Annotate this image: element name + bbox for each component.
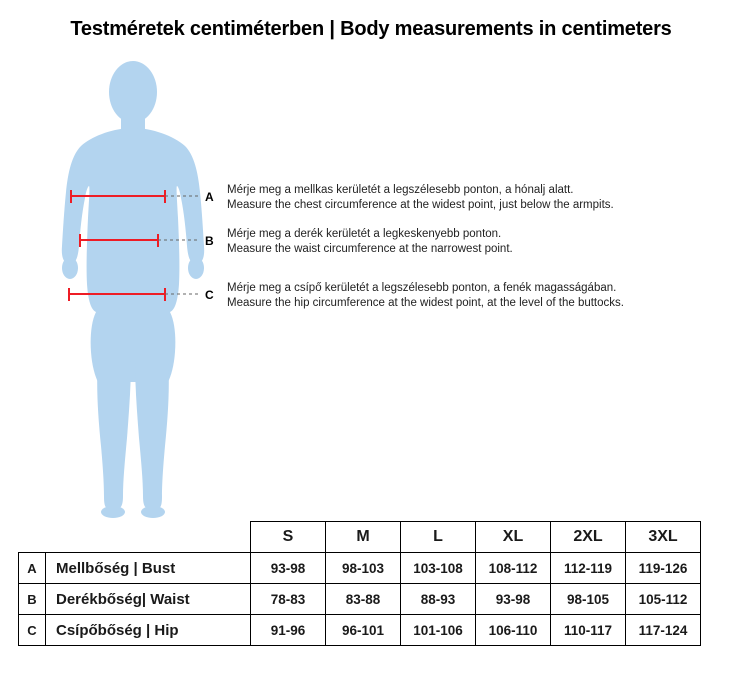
row-letter-a: A [19, 553, 46, 584]
cell-bust-l: 103-108 [401, 553, 476, 584]
diagram-letter-a: A [205, 190, 214, 204]
diagram-letter-b: B [205, 234, 214, 248]
cell-waist-l: 88-93 [401, 584, 476, 615]
callout-waist-hu: Mérje meg a derék kerületét a legkeskenyebb ponton. [227, 228, 502, 240]
cell-bust-xl: 108-112 [476, 553, 551, 584]
cell-hip-l: 101-106 [401, 615, 476, 646]
cell-hip-3xl: 117-124 [626, 615, 701, 646]
row-name-hip: Csípőbőség | Hip [46, 615, 251, 646]
cell-waist-3xl: 105-112 [626, 584, 701, 615]
header-spacer-name [46, 522, 251, 553]
callout-chest-en: Measure the chest circumference at the widest point, just below the armpits. [227, 199, 614, 211]
header-size-m: M [326, 522, 401, 553]
callout-chest-hu: Mérje meg a mellkas kerületét a legszélesebb ponton, a hónalj alatt. [227, 184, 574, 196]
row-letter-b: B [19, 584, 46, 615]
row-name-waist: Derékbőség| Waist [46, 584, 251, 615]
diagram-letter-c: C [205, 288, 214, 302]
callout-waist-en: Measure the waist circumference at the narrowest point. [227, 243, 513, 255]
table-header-row [19, 522, 701, 553]
callout-hip-en: Measure the hip circumference at the widest point, at the level of the buttocks. [227, 297, 624, 309]
table-row [19, 584, 701, 615]
cell-hip-xl: 106-110 [476, 615, 551, 646]
cell-bust-m: 98-103 [326, 553, 401, 584]
cell-bust-3xl: 119-126 [626, 553, 701, 584]
table-row [19, 553, 701, 584]
callout-chest [227, 183, 614, 213]
cell-hip-2xl: 110-117 [551, 615, 626, 646]
header-size-s: S [251, 522, 326, 553]
cell-waist-s: 78-83 [251, 584, 326, 615]
header-spacer-letter [19, 522, 46, 553]
cell-bust-2xl: 112-119 [551, 553, 626, 584]
callout-hip [227, 281, 624, 311]
cell-hip-s: 91-96 [251, 615, 326, 646]
header-size-2xl: 2XL [551, 522, 626, 553]
cell-bust-s: 93-98 [251, 553, 326, 584]
page-title: Testméretek centiméterben | Body measurements in centimeters [70, 18, 672, 40]
header-size-l: L [401, 522, 476, 553]
header-size-xl: XL [476, 522, 551, 553]
row-letter-c: C [19, 615, 46, 646]
size-table [18, 521, 701, 646]
cell-waist-m: 83-88 [326, 584, 401, 615]
table-row [19, 615, 701, 646]
cell-waist-2xl: 98-105 [551, 584, 626, 615]
silhouette-shape [62, 61, 204, 518]
header-size-3xl: 3XL [626, 522, 701, 553]
cell-waist-xl: 93-98 [476, 584, 551, 615]
row-name-bust: Mellbőség | Bust [46, 553, 251, 584]
cell-hip-m: 96-101 [326, 615, 401, 646]
callout-hip-hu: Mérje meg a csípő kerületét a legszélesebb ponton, a fenék magasságában. [227, 282, 617, 294]
callout-waist [227, 227, 513, 257]
